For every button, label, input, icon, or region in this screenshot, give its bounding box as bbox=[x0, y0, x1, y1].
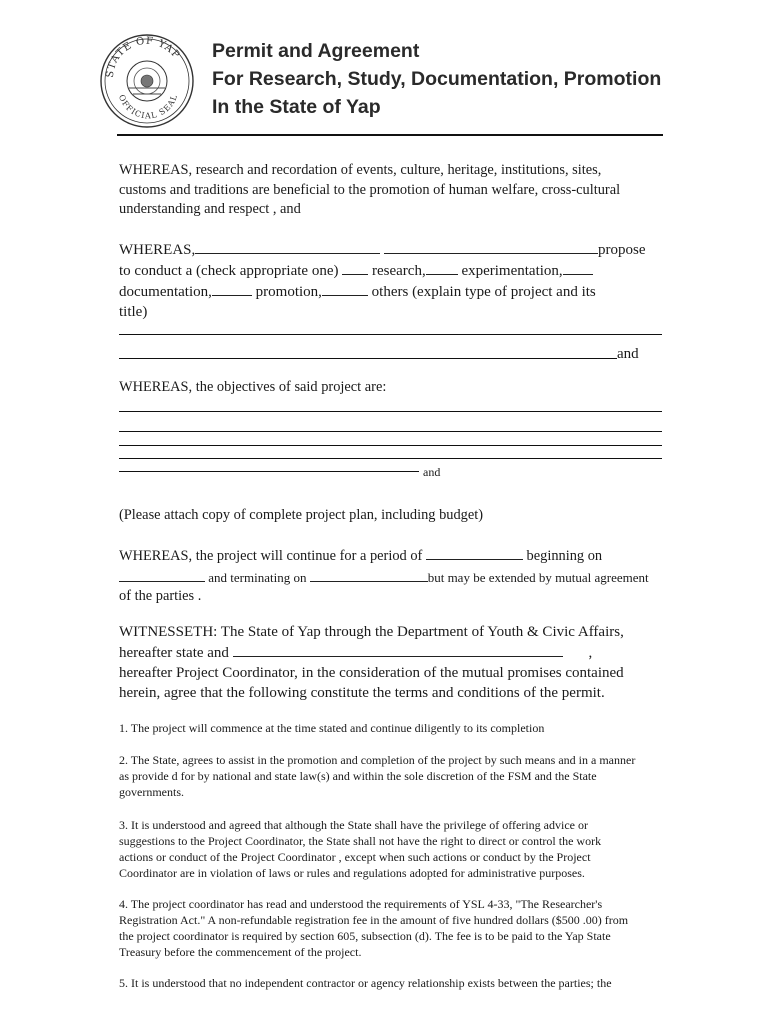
state-seal-icon bbox=[99, 26, 194, 136]
text-line: customs and traditions are beneficial to the promotion of human welfare, cross-cultural bbox=[119, 181, 621, 198]
seal-text-top: STATE OF YAP bbox=[104, 35, 182, 79]
blank-field-start-date[interactable] bbox=[119, 567, 205, 582]
text-line: title) bbox=[119, 304, 148, 320]
text-segment: and terminating on bbox=[208, 569, 307, 585]
text-segment: to conduct a (check appropriate one) bbox=[119, 263, 339, 279]
text-segment: WHEREAS, the project will continue for a period of bbox=[119, 548, 423, 564]
whereas-paragraph-2 bbox=[119, 239, 664, 322]
text-segment: others (explain type of project and its bbox=[371, 284, 596, 300]
title-divider bbox=[117, 134, 663, 136]
text-segment: WHEREAS, bbox=[119, 242, 196, 258]
text-line: the project coordinator is required by section 605, subsection (d). The fee is to be paid to the Yap State bbox=[119, 929, 611, 943]
checkbox-documentation[interactable] bbox=[212, 281, 252, 296]
text-line: hereafter Project Coordinator, in the consideration of the mutual promises contained bbox=[119, 665, 624, 681]
blank-field-affiliation[interactable] bbox=[384, 239, 598, 254]
objectives-line-1[interactable] bbox=[119, 411, 662, 412]
whereas-period-paragraph bbox=[119, 545, 664, 607]
text-segment: hereafter state and bbox=[119, 645, 229, 661]
text-segment: research, bbox=[371, 263, 426, 279]
term-1: 1. The project will commence at the time stated and continue diligently to its completion bbox=[119, 721, 545, 735]
text-segment: experimentation, bbox=[461, 263, 563, 279]
title-line-3: In the State of Yap bbox=[212, 96, 381, 118]
blank-field-period[interactable] bbox=[426, 545, 523, 560]
text-line: herein, agree that the following constitute the terms and conditions of the permit. bbox=[119, 685, 605, 701]
objectives-line-5[interactable] bbox=[119, 471, 419, 472]
objectives-line-3[interactable] bbox=[119, 445, 662, 446]
whereas-paragraph-1 bbox=[119, 161, 664, 220]
text-segment: but may be extended by mutual agreement bbox=[427, 569, 649, 585]
attach-plan-note: (Please attach copy of complete project plan, including budget) bbox=[119, 507, 484, 523]
text-line: suggestions to the Project Coordinator, the State shall not have the right to direct or control the work bbox=[119, 834, 602, 848]
checkbox-documentation-start[interactable] bbox=[563, 260, 593, 275]
seal-text-bottom: OFFICIAL SEAL bbox=[116, 92, 180, 121]
blank-field-project-coordinator[interactable] bbox=[233, 642, 563, 657]
text-line: Treasury before the commencement of the project. bbox=[119, 945, 362, 959]
text-line: WHEREAS, research and recordation of events, culture, heritage, institutions, sites, bbox=[119, 162, 602, 178]
whereas-paragraph-3: WHEREAS, the objectives of said project are: bbox=[119, 379, 387, 395]
term-2 bbox=[119, 752, 664, 800]
text-line: Registration Act." A non-refundable registration fee in the amount of five hundred dollars ($500 .00) from bbox=[119, 913, 629, 927]
title-line-1: Permit and Agreement bbox=[212, 40, 420, 62]
project-title-line-1[interactable] bbox=[119, 334, 662, 335]
objectives-line-4[interactable] bbox=[119, 458, 662, 459]
term-5: 5. It is understood that no independent contractor or agency relationship exists between the parties; the bbox=[119, 976, 612, 990]
text-line: governments. bbox=[119, 785, 184, 799]
text-line: understanding and respect , and bbox=[119, 201, 301, 217]
blank-field-name[interactable] bbox=[195, 239, 380, 254]
text-segment: documentation, bbox=[119, 284, 212, 300]
text-line: Coordinator are in violation of laws or rules and regulations adopted for administrative purposes. bbox=[119, 866, 585, 880]
project-title-line-2[interactable] bbox=[119, 358, 617, 359]
text-segment: promotion, bbox=[255, 284, 322, 300]
checkbox-promotion[interactable] bbox=[322, 281, 368, 296]
checkbox-experimentation[interactable] bbox=[426, 260, 458, 275]
text-segment: beginning on bbox=[526, 548, 603, 564]
term-4 bbox=[119, 896, 664, 960]
text-segment: , bbox=[588, 645, 593, 661]
text-line: as provide d for by national and state law(s) and within the sole discretion of the FSM and the State bbox=[119, 769, 597, 783]
text-line: of the parties . bbox=[119, 588, 202, 604]
blank-field-end-date[interactable] bbox=[310, 567, 428, 582]
svg-text:STATE OF YAP bbox=[105, 36, 182, 79]
witnesseth-paragraph bbox=[119, 622, 664, 703]
text-segment: and bbox=[423, 465, 441, 479]
text-segment: propose bbox=[598, 242, 646, 258]
objectives-line-2[interactable] bbox=[119, 431, 662, 432]
text-line: WITNESSETH: The State of Yap through the Department of Youth & Civic Affairs, bbox=[119, 624, 624, 640]
title-line-2: For Research, Study, Documentation, Promotion bbox=[212, 68, 662, 90]
term-3 bbox=[119, 817, 664, 881]
text-line: 4. The project coordinator has read and understood the requirements of YSL 4-33, "The Researcher's bbox=[119, 897, 603, 911]
text-line: actions or conduct of the Project Coordinator , except when such actions or conduct by the Project bbox=[119, 850, 591, 864]
text-segment: and bbox=[617, 346, 639, 362]
text-line: 2. The State, agrees to assist in the promotion and completion of the project by such means and in a manner bbox=[119, 753, 636, 767]
text-line: 3. It is understood and agreed that although the State shall have the privilege of offering advice or bbox=[119, 818, 588, 832]
document-title bbox=[212, 37, 661, 121]
checkbox-research[interactable] bbox=[342, 260, 368, 275]
